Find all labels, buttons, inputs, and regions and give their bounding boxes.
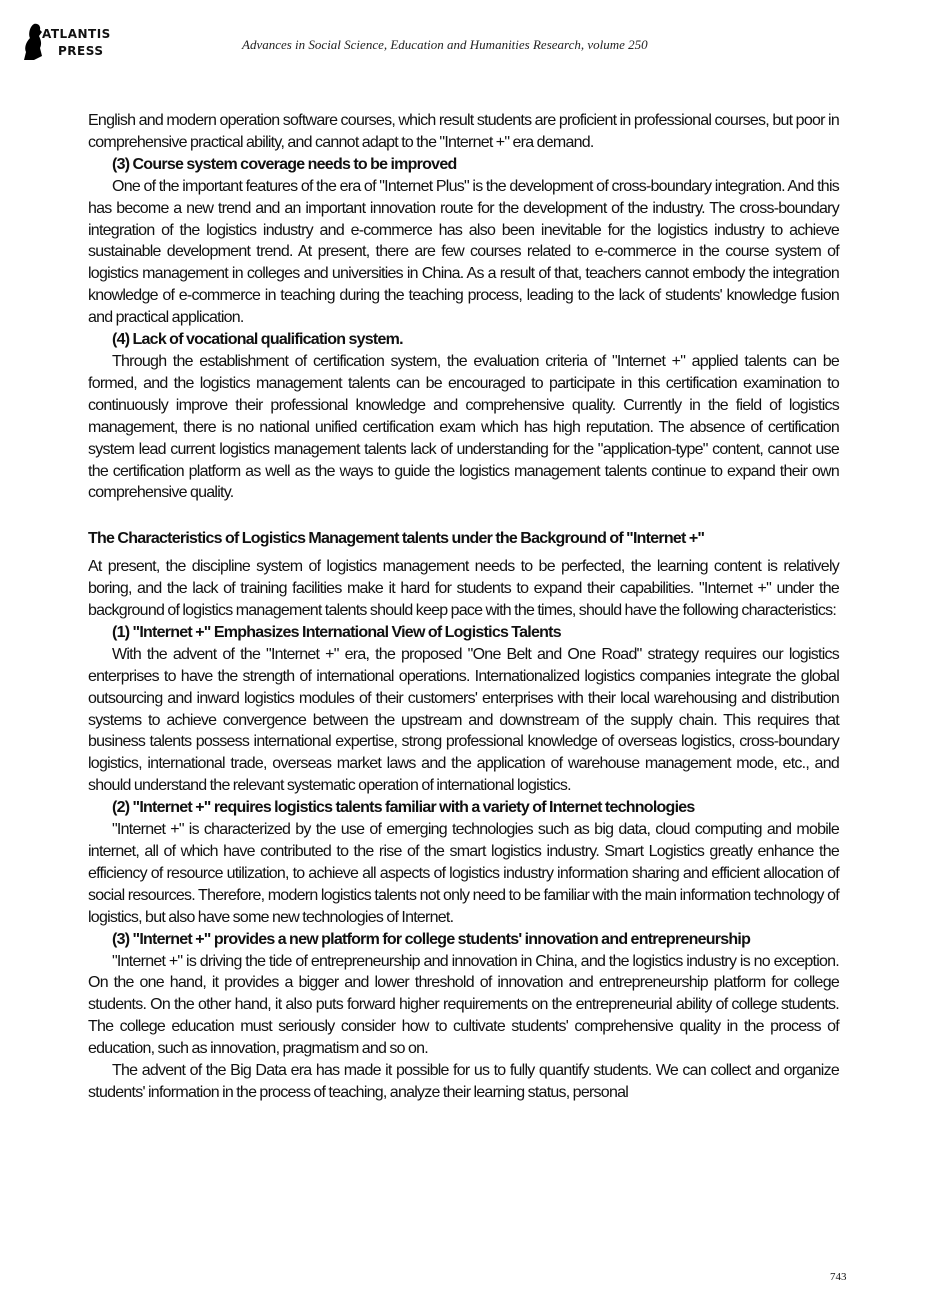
subheading: (3) "Internet +" provides a new platform for college students' innovation and entrepreneurship [112,930,751,948]
subheading: (4) Lack of vocational qualification system. [112,331,403,349]
subheading: (3) Course system coverage needs to be improved [112,155,457,173]
atlantis-press-logo [22,22,142,62]
subheading: (2) "Internet +" requires logistics talents familiar with a variety of Internet technologies [112,799,695,817]
paragraph: At present, the discipline system of logistics management needs to be perfected, the learning content is relatively boring, and the lack of training facilities make it hard for students to expand their capabilities. "Internet +" under the background of logistics management talents should keep pace with the times, should have the following characteristics: [88,558,839,620]
paragraph: "Internet +" is driving the tide of entrepreneurship and innovation in China, and the logistics industry is no exception. On the one hand, it provides a bigger and lower threshold of innovation and entrepreneurship platform for college students. On the other hand, it also puts forward higher requirements on the entrepreneurial ability of college students. The college education must seriously consider how to cultivate students' comprehensive quality in the process of education, such as innovation, pragmatism and so on. [88,952,839,1058]
paragraph: English and modern operation software courses, which result students are proficient in professional courses, but poor in comprehensive practical ability, and cannot adapt to the "Internet +" era demand. [88,112,839,151]
paragraph: Through the establishment of certification system, the evaluation criteria of "Internet +" applied talents can be formed, and the logistics management talents can be encouraged to participate in this certification examination to continuously improve their professional knowledge and comprehensive quality. Currently in the field of logistics management, there is no national unified certification exam which has high reputation. The absence of certification system lead current logistics management talents lack of understanding for the "application-type" content, cannot use the certification platform as well as the ways to guide the logistics management talents continue to expand their own comprehensive quality. [88,352,839,502]
running-header: Advances in Social Science, Education and Humanities Research, volume 250 [242,37,648,52]
logo-text-press: PRESS [58,44,104,58]
thinker-silhouette-icon [22,22,44,62]
logo-text-atlantis: ATLANTIS [42,27,111,41]
page-body [88,110,839,1104]
paragraph: One of the important features of the era of "Internet Plus" is the development of cross-boundary integration. And this has become a new trend and an important innovation route for the development of the industry. The cross-boundary integration of the logistics industry and e-commerce has also been inevitable for the logistics industry to achieve sustainable development trend. At present, there are few courses related to e-commerce in the course system of logistics management in colleges and universities in China. As a result of that, teachers cannot embody the integration knowledge of e-commerce in teaching during the teaching process, leading to the lack of students' knowledge fusion and practical application. [88,177,839,327]
subheading: (1) "Internet +" Emphasizes International View of Logistics Talents [112,623,561,641]
paragraph: "Internet +" is characterized by the use of emerging technologies such as big data, cloud computing and mobile internet, all of which have contributed to the rise of the smart logistics industry. Smart Logistics greatly enhance the efficiency of resource utilization, to achieve all aspects of logistics industry information sharing and efficient allocation of social resources. Therefore, modern logistics talents not only need to be familiar with the main information technology of logistics, but also have some new technologies of Internet. [88,821,839,926]
page-number: 743 [830,1271,847,1283]
paragraph: With the advent of the "Internet +" era, the proposed "One Belt and One Road" strategy requires our logistics enterprises to have the strength of international operations. Internationalized logistics companies integrate the global outsourcing and inward logistics modules of their customers' enterprises with their local warehousing and distribution systems to achieve convergence between the upstream and downstream of the supply chain. This requires that business talents possess international expertise, strong professional knowledge of overseas logistics, cross-boundary logistics, international trade, overseas market laws and the application of warehouse management mode, etc., and should understand the relevant systematic operation of international logistics. [88,645,839,795]
section-heading: The Characteristics of Logistics Management talents under the Background of "Internet +" [88,530,705,548]
paragraph: The advent of the Big Data era has made it possible for us to fully quantify students. We can collect and organize students' information in the process of teaching, analyze their learning status, personal [88,1062,839,1101]
